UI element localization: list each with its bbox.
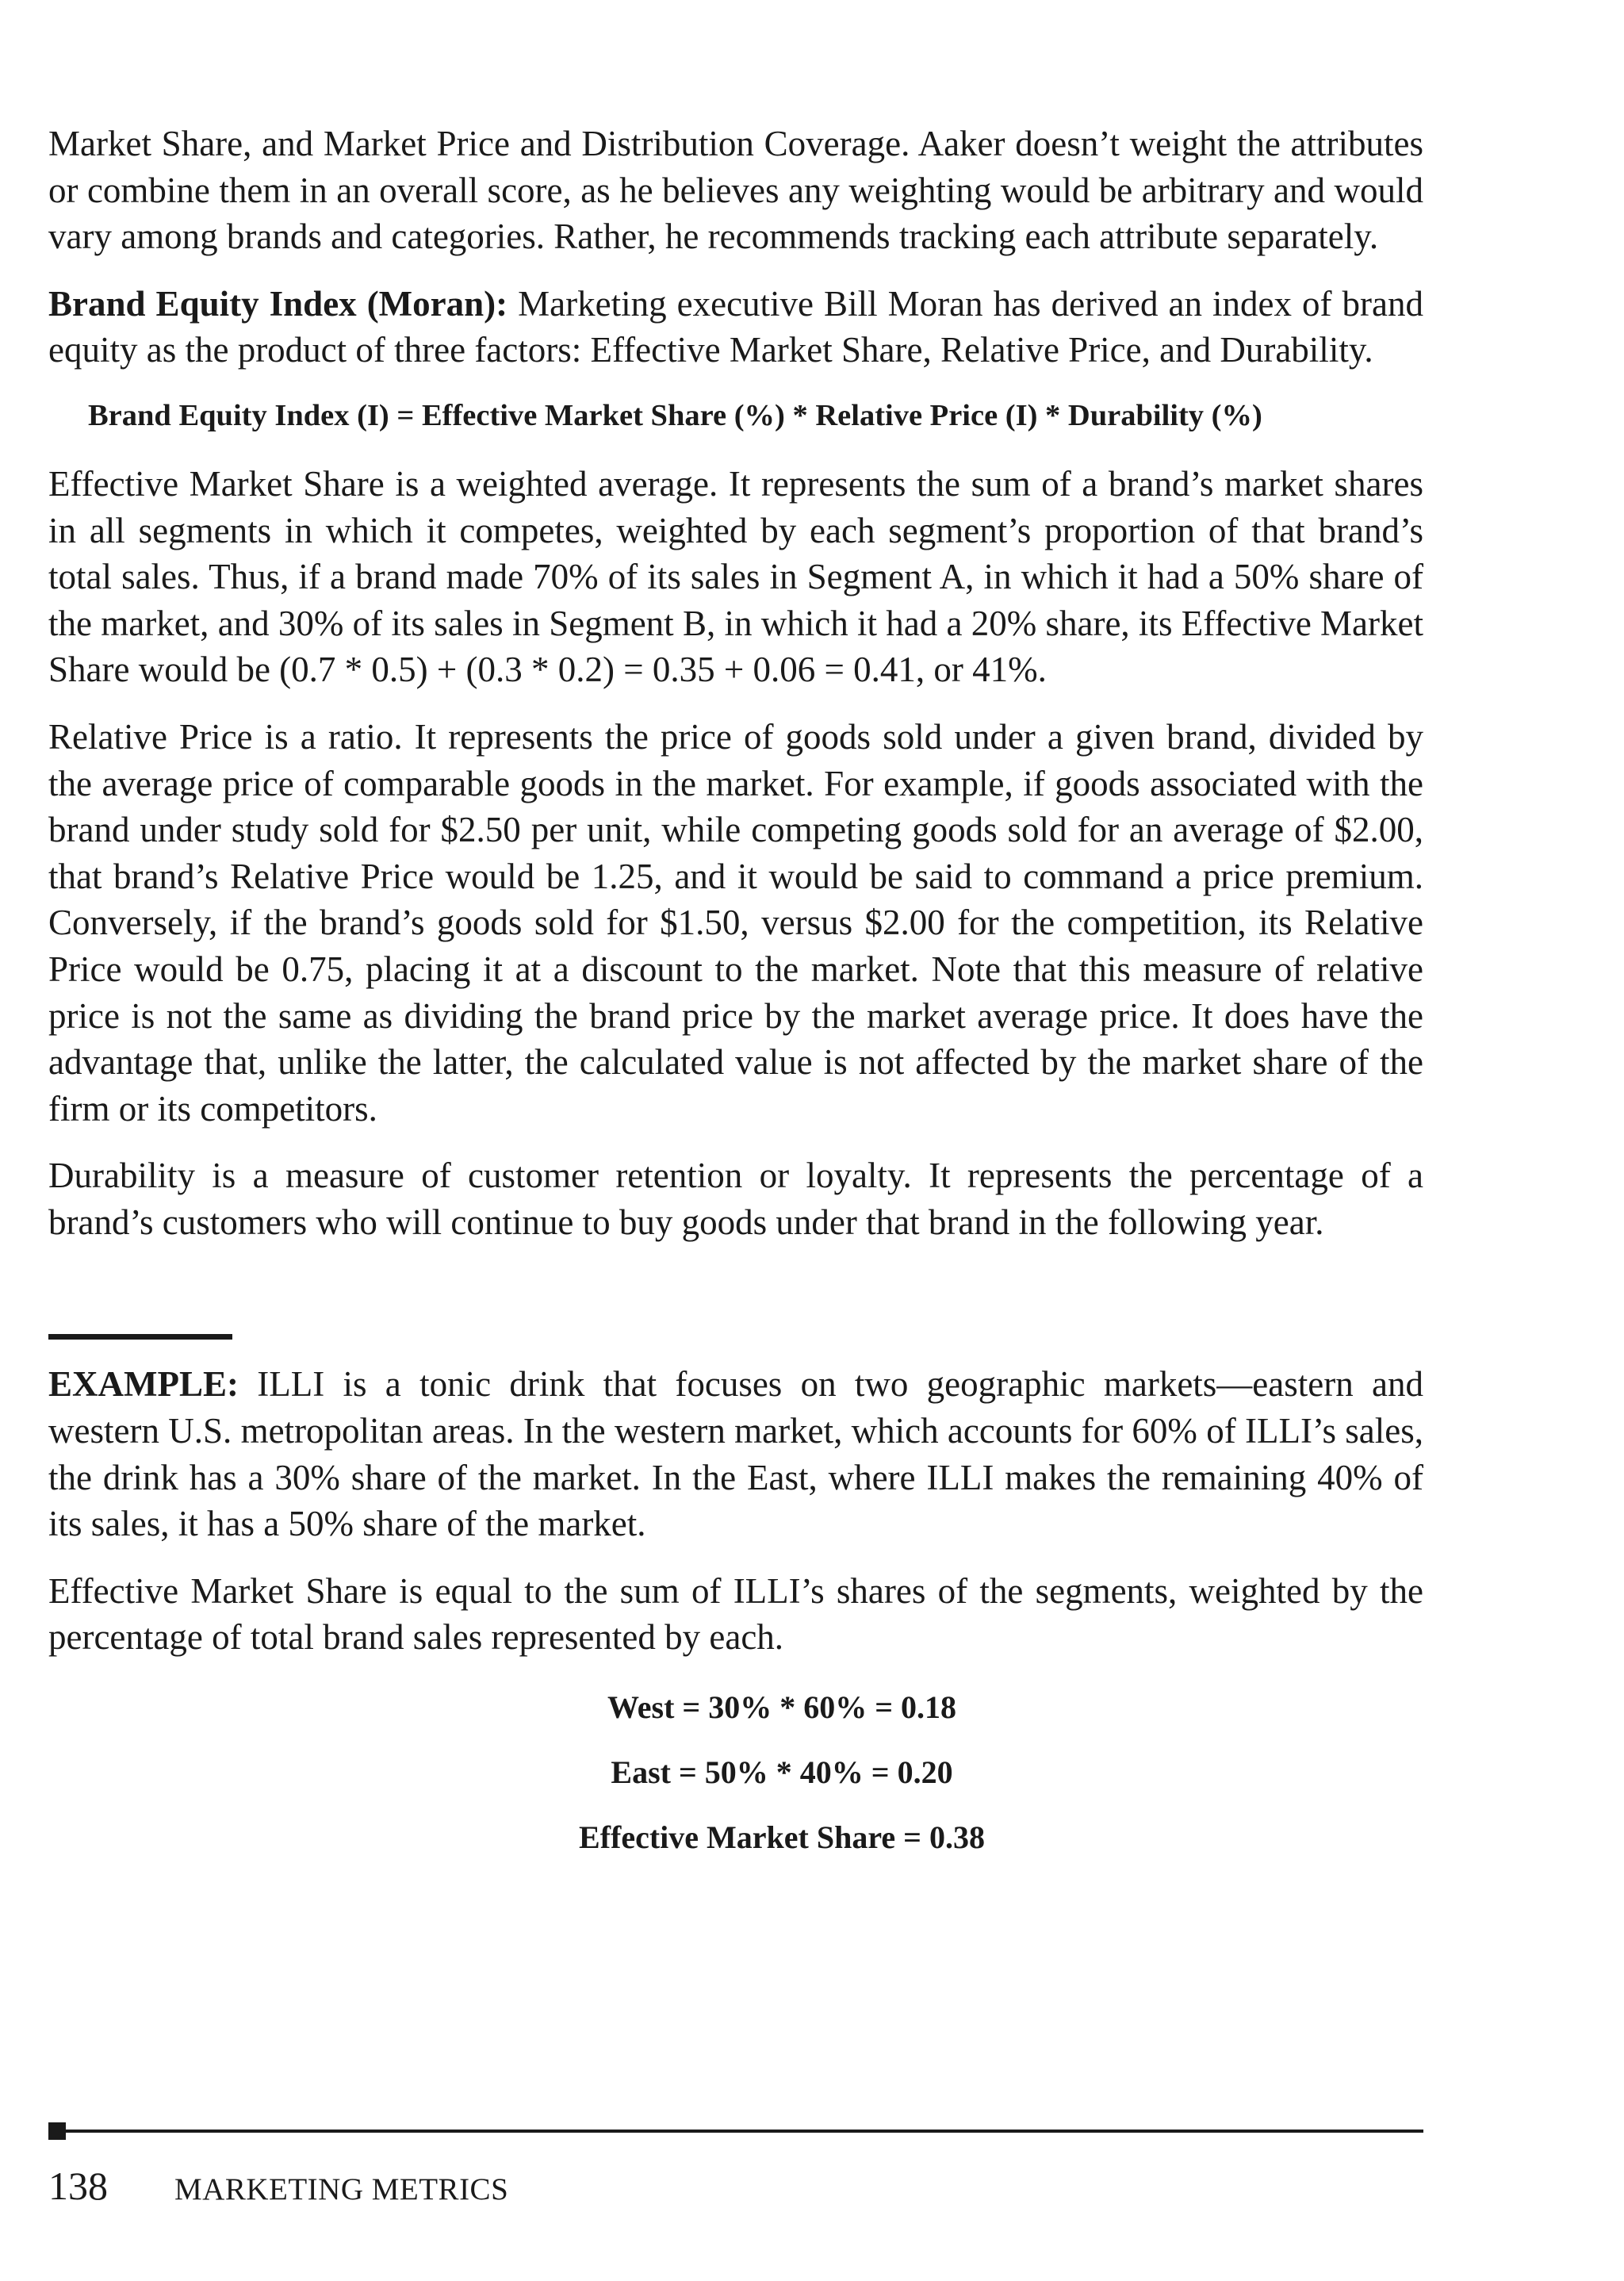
section-spacer (48, 1266, 1423, 1334)
brand-equity-index-text: Marketing executive Bill Moran has derived an index of brand equity as the product of three factors: Effective Market Share, Relative Price, and Durability. (48, 283, 1423, 370)
brand-equity-formula: Brand Equity Index (I) = Effective Market Share (%) * Relative Price (I) * Durability (%) (88, 398, 1262, 432)
paragraph-relative-price: Relative Price is a ratio. It represents the price of goods sold under a given brand, divided by the average price of comparable goods in the market. For example, if goods associated with the brand under study sold for $2.50 per unit, while competing goods sold for an average of $2.00, that brand’s Relative Price would be 1.25, and it would be said to command a price premium. Conversely, if the brand’s goods sold for $1.50, versus $2.00 for the competition, its Relative Price would be 0.75, placing it at a discount to the market. Note that this measure of relative price is not the same as dividing the brand price by the market average price. It does have the advantage that, unlike the latter, the calculated value is not affected by the market share of the firm or its competitors. (48, 716, 1423, 1129)
equation-east: East = 50% * 40% = 0.20 (611, 1754, 953, 1791)
paragraph-aaker-attributes: Market Share, and Market Price and Distribution Coverage. Aaker doesn’t weight the attributes or combine them in an overall score, as he believes any weighting would be arbitrary and would vary among brands and categories. Rather, he recommends tracking each attribute separately. (48, 124, 1423, 257)
footer-square-marker (48, 2122, 66, 2140)
example-rule (48, 1334, 232, 1340)
paragraph-brand-equity-index (48, 281, 1423, 374)
running-head: MARKETING METRICS (174, 2172, 509, 2206)
page-body (48, 121, 1423, 1883)
equation-effective-market-share: Effective Market Share = 0.38 (579, 1819, 985, 1856)
paragraph-effective-market-share: Effective Market Share is a weighted average. It represents the sum of a brand’s market shares in all segments in which it competes, weighted by each segment’s proportion of that brand’s total sales. Thus, if a brand made 70% of its sales in Segment A, in which it had a 50% share of the market, and 30% of its sales in Segment B, in which it had a 20% share, its Effective Market Share would be (0.7 * 0.5) + (0.3 * 0.2) = 0.35 + 0.06 = 0.41, or 41%. (48, 463, 1423, 690)
brand-equity-index-heading: Brand Equity Index (Moran): (48, 283, 508, 324)
paragraph-durability: Durability is a measure of customer retention or loyalty. It represents the percentage of a brand’s customers who will continue to buy goods under that brand in the following year. (48, 1156, 1423, 1242)
example-paragraph (48, 1361, 1423, 1547)
example-followup: Effective Market Share is equal to the sum of ILLI’s shares of the segments, weighted by the percentage of total brand sales represented by each. (48, 1570, 1423, 1658)
example-text: ILLI is a tonic drink that focuses on two geographic markets—eastern and western U.S. metropolitan areas. In the western market, which accounts for 60% of ILLI’s sales, the drink has a 30% share of the market. In the East, where ILLI makes the remaining 40% of its sales, it has a 50% share of the market. (48, 1364, 1423, 1544)
equation-west: West = 30% * 60% = 0.18 (607, 1689, 957, 1726)
example-label: EXAMPLE: (48, 1364, 239, 1405)
page-number: 138 (48, 2164, 108, 2208)
footer-rule (66, 2130, 1423, 2133)
